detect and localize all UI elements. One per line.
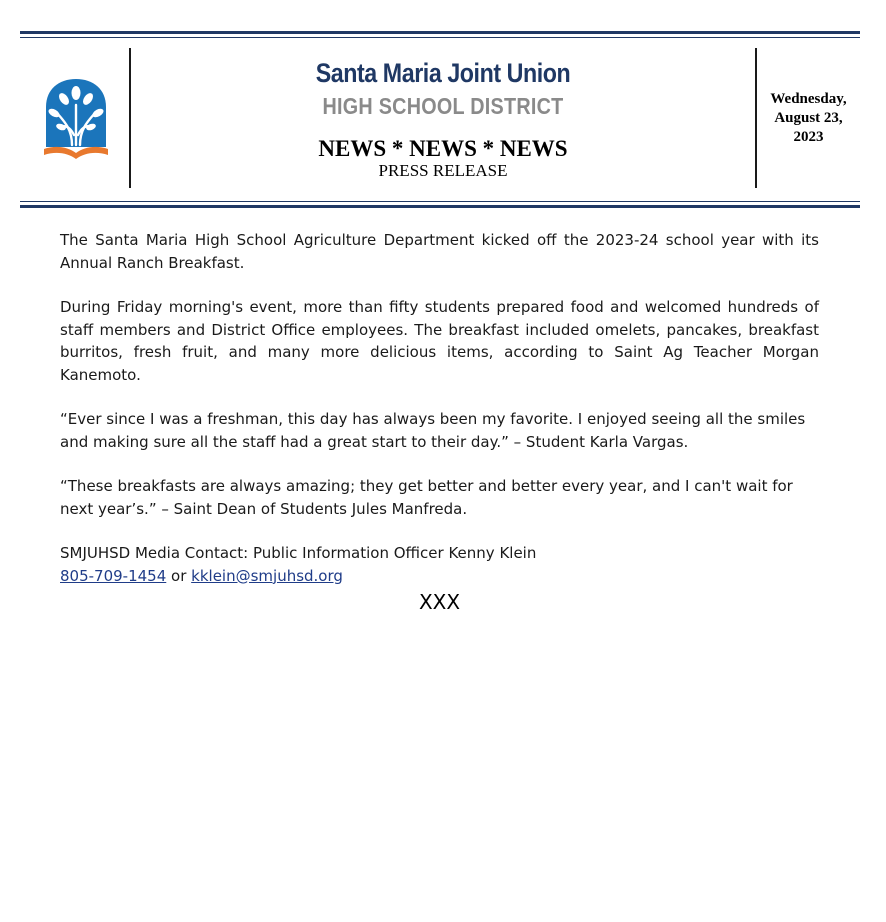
press-release-body <box>60 229 819 587</box>
paragraph-student-quote: “Ever since I was a freshman, this day has always been my favorite. I enjoyed seeing all the smiles and making sure all the staff had a great start to their day.” – Student Karla Vargas. <box>60 410 806 451</box>
date-year: 2023 <box>793 129 824 145</box>
press-release-label: PRESS RELEASE <box>378 161 508 180</box>
district-subtitle: HIGH SCHOOL DISTRICT <box>322 93 564 119</box>
contact-links <box>60 565 819 588</box>
top-rule-thick <box>20 31 860 34</box>
paragraph-dean-quote: “These breakfasts are always amazing; they get better and better every year, and I can't wait for next year’s.” – Saint Dean of Students Jules Manfreda. <box>60 477 793 518</box>
bottom-rule-thin <box>20 201 860 202</box>
media-contact: SMJUHSD Media Contact: Public Information Officer Kenny Klein <box>60 544 537 562</box>
news-title: NEWS * NEWS * NEWS <box>318 136 568 161</box>
top-rule-thin <box>20 37 860 38</box>
email-link[interactable]: kklein@smjuhsd.org <box>191 566 343 585</box>
date-month-day: August 23, <box>774 110 843 126</box>
paragraph-event: During Friday morning's event, more than fifty students prepared food and welcomed hundreds of staff members and District Office employees. The breakfast included omelets, pancakes, breakfast burritos, fresh fruit, and many more delicious items, according to Saint Ag Teacher Morgan Kanemoto. <box>60 298 819 384</box>
district-name: Santa Maria Joint Union <box>315 58 571 88</box>
paragraph-intro: The Santa Maria High School Agriculture Department kicked off the 2023-24 school year with its Annual Ranch Breakfast. <box>60 231 819 272</box>
district-logo-icon <box>44 77 108 161</box>
bottom-rule-thick <box>20 205 860 208</box>
release-date <box>757 90 860 147</box>
date-weekday: Wednesday, <box>770 91 847 107</box>
end-mark: XXX <box>418 590 461 614</box>
phone-link[interactable]: 805-709-1454 <box>60 566 167 585</box>
or-separator: or <box>166 566 192 585</box>
